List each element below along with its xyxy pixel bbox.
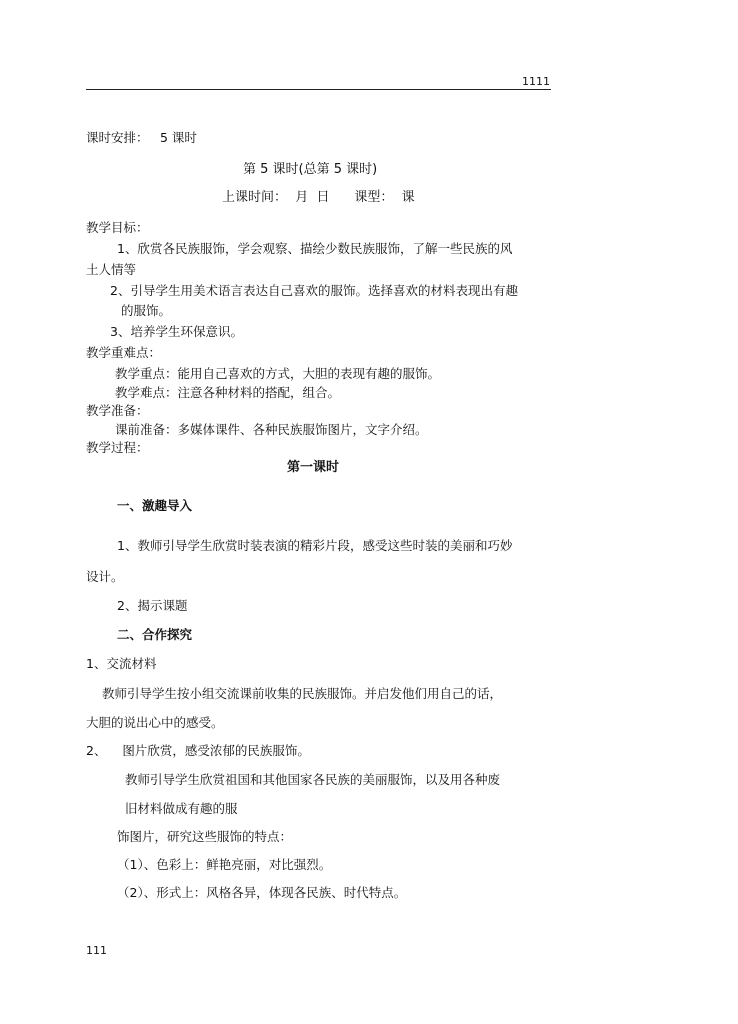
footer-page-number: 111 (86, 944, 107, 957)
section2-sub2-text-line2: 旧材料做成有趣的服 (125, 801, 238, 816)
objectives-heading: 教学目标： (86, 220, 149, 235)
lesson-title: 第 5 课时(总第 5 课时) (243, 162, 378, 177)
section1-title: 一、激趣导入 (117, 498, 193, 513)
schedule-value: 5 课时 (160, 130, 197, 145)
feature-form: （2）、形式上：风格各异，体现各民族、时代特点。 (117, 885, 407, 900)
feature-color: （1）、色彩上：鲜艳亮丽，对比强烈。 (117, 857, 332, 872)
process-heading: 教学过程： (86, 440, 149, 455)
objective-3: 3、培养学生环保意识。 (110, 324, 243, 339)
section2-sub1: 1、交流材料 (86, 656, 157, 671)
section1-item1-line1: 1、教师引导学生欣赏时装表演的精彩片段，感受这些时装的美丽和巧妙 (117, 538, 513, 553)
section1-item2: 2、揭示课题 (117, 598, 188, 613)
preparation-heading: 教学准备： (86, 403, 149, 418)
objective-2-line2: 的服饰。 (121, 303, 172, 318)
key-points-heading: 教学重难点： (86, 345, 162, 360)
key-point-difficulty: 教学难点：注意各种材料的搭配，组合。 (115, 385, 341, 400)
section1-item1-line2: 设计。 (86, 569, 124, 584)
section2-sub1-text-line1: 教师引导学生按小组交流课前收集的民族服饰。并启发他们用自己的话， (102, 686, 503, 701)
lesson-meta: 上课时间： 月 日 课型： 课 (222, 190, 415, 205)
section2-title: 二、合作探究 (117, 627, 193, 642)
section2-sub1-text-line2: 大胆的说出心中的感受。 (86, 715, 224, 730)
section2-sub2-text-line3: 饰图片，研究这些服饰的特点： (117, 829, 293, 844)
header-rule (86, 89, 551, 90)
header-page-number: 1111 (522, 75, 550, 88)
preparation-text: 课前准备：多媒体课件、各种民族服饰图片，文字介绍。 (115, 422, 428, 437)
objective-2-line1: 2、引导学生用美术语言表达自己喜欢的服饰。选择喜欢的材料表现出有趣 (110, 283, 518, 298)
section2-sub2-text-line1: 教师引导学生欣赏祖国和其他国家各民族的美丽服饰，以及用各种废 (125, 772, 501, 787)
schedule-label: 课时安排： (86, 130, 149, 145)
session-title: 第一课时 (287, 460, 340, 475)
objective-1-line1: 1、欣赏各民族服饰，学会观察、描绘少数民族服饰，了解一些民族的风 (117, 241, 513, 256)
section2-sub2: 2、 图片欣赏，感受浓郁的民族服饰。 (86, 743, 310, 758)
objective-1-line2: 土人情等 (86, 262, 137, 277)
key-point-focus: 教学重点：能用自己喜欢的方式，大胆的表现有趣的服饰。 (115, 366, 441, 381)
